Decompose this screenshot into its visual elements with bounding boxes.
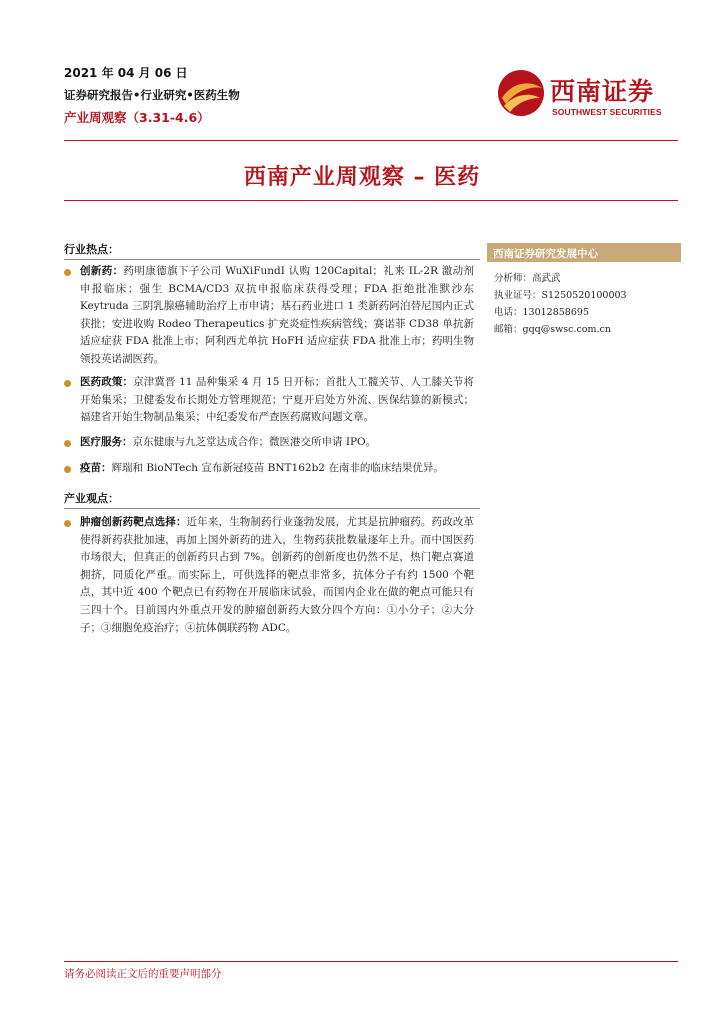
item-text: 京津冀晋 11 品种集采 4 月 15 日开标；首批人工髋关节、人工膝关节将开始集采；卫健委发布长期处方管理规范；宁夏开启处方外流、医保结算的新模式；福建省开始生物制品集采；中纪委发布严查医药腐败问题文章。 <box>80 376 474 424</box>
page-title: 西南产业周观察 – 医药 <box>243 165 481 190</box>
bullet-icon <box>64 380 71 387</box>
item-label: 医疗服务： <box>80 436 133 448</box>
analyst-email: 邮箱：gqq@swsc.com.cn <box>494 324 611 335</box>
logo-emblem-icon <box>496 68 546 118</box>
bullet-icon <box>64 440 71 447</box>
hot-item-vaccines <box>64 460 474 478</box>
research-center-title: 西南证券研究发展中心 <box>493 248 598 260</box>
bullet-icon <box>64 269 71 276</box>
section-heading-view: 产业观点： <box>64 492 119 505</box>
item-label: 疫苗： <box>80 462 112 474</box>
analyst-license: 执业证号：S1250520100003 <box>494 290 627 301</box>
title-divider <box>64 200 678 201</box>
item-text: 近年来，生物制药行业蓬勃发展，尤其是抗肿瘤药。药政改革使得新药获批加速，再加上国外新药的进入，生物药获批数量逐年上升。而中国医药市场很大，但真正的创新药只占到 7%。创新药的创新度也仍然不足，热门靶点赛道拥挤，同质化严重。而实际上，可供选择的靶点非常多，抗体分子有约 1500 个靶点，其中近 400 个靶点已有药物在开展临床试验，而国内企业在做的靶点可能只有三四十个。目前国内外重点开发的肿瘤创新药大致分四个方向：①小分子；②大分子；③细胞免疫治疗；④抗体偶联药物 ADC。 <box>80 516 475 634</box>
report-date: 2021 年 04 月 06 日 <box>64 66 188 80</box>
report-category: 证券研究报告•行业研究•医药生物 <box>64 88 240 102</box>
hot-item-policy <box>64 374 474 427</box>
bullet-icon <box>64 466 71 473</box>
item-label: 创新药： <box>80 265 124 277</box>
item-text: 药明康德旗下子公司 WuXiFundI 认购 120Capital；礼来 IL-2R 激动剂申报临床；强生 BCMA/CD3 双抗申报临床获得受理；FDA 拒绝批准默沙东 Keytruda 三阴乳腺癌辅助治疗上市申请；基石药业进口 1 类新药阿泊替尼国内正式获批；安进收购 Rodeo Therapeutics 扩充炎症性疾病管线；赛诺菲 CD38 单抗新适应症获 FDA 批准上市；阿利西尤单抗 HoFH 适应症获 FDA 批准上市；药明生物领投英诺湖医药。 <box>80 265 474 365</box>
hot-item-innovative-drugs <box>64 263 474 369</box>
footer-notice: 请务必阅读正文后的重要声明部分 <box>64 968 222 980</box>
hot-item-medical-services <box>64 434 474 452</box>
item-text: 辉瑞和 BioNTech 宣布新冠疫苗 BNT162b2 在南非的临床结果优异。 <box>111 462 444 474</box>
analyst-name: 分析师：高武武 <box>494 273 561 284</box>
item-text: 京东健康与九芝堂达成合作；微医港交所申请 IPO。 <box>132 436 377 448</box>
view-item-oncology-targets <box>64 514 474 637</box>
footer-divider <box>64 961 678 962</box>
report-series: 产业周观察（3.31-4.6） <box>64 110 210 125</box>
item-label: 肿瘤创新药靶点选择： <box>80 516 187 528</box>
section-rule-hot <box>64 259 480 260</box>
analyst-phone: 电话：13012858695 <box>494 307 589 318</box>
section-heading-hot: 行业热点： <box>64 243 119 256</box>
company-logo <box>496 66 676 122</box>
section-rule-view <box>64 508 480 509</box>
header-divider <box>64 140 678 141</box>
logo-name-en: SOUTHWEST SECURITIES <box>552 107 662 117</box>
report-header <box>64 64 240 126</box>
bullet-icon <box>64 520 71 527</box>
logo-name-cn: 西南证券 <box>550 77 655 106</box>
research-center-band <box>487 243 681 262</box>
item-label: 医药政策： <box>80 376 134 388</box>
analyst-info <box>494 270 627 338</box>
